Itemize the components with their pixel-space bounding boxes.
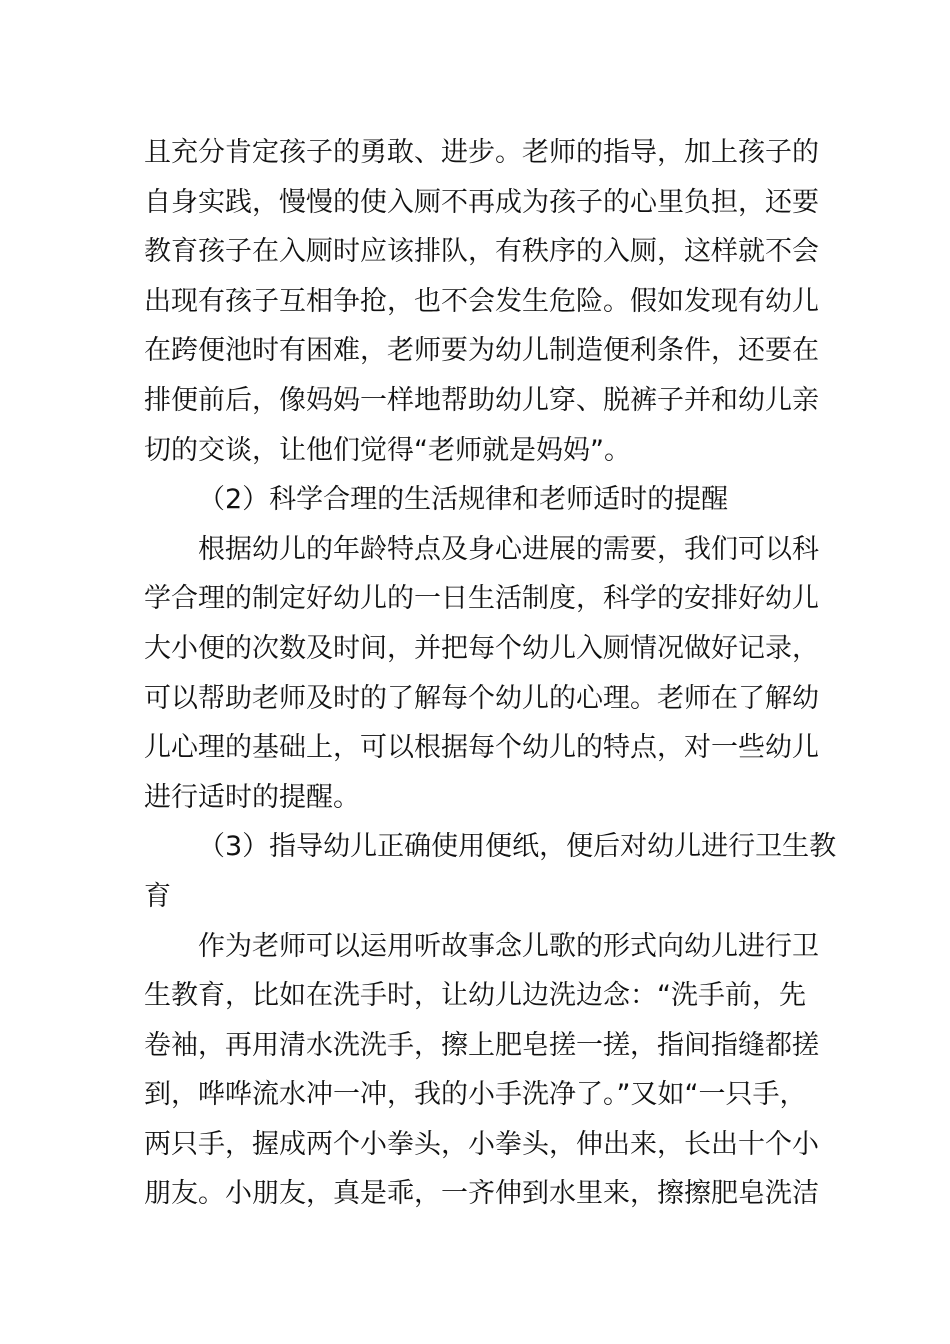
text-line: 切的交谈，让他们觉得“老师就是妈妈”。: [144, 434, 631, 466]
document-body: [144, 128, 837, 1219]
text-line: 学合理的制定好幼儿的一日生活制度，科学的安排好幼儿: [144, 583, 819, 615]
text-line: 且充分肯定孩子的勇敢、进步。老师的指导，加上孩子的: [144, 137, 819, 168]
text-line: 朋友。小朋友，真是乖，一齐伸到水里来，擦擦肥皂洗洁: [144, 1178, 819, 1210]
text-line: 生教育，比如在洗手时，让幼儿边洗边念：“洗手前，先: [144, 980, 806, 1012]
text-line: 教育孩子在入厕时应该排队，有秩序的入厕，这样就不会: [144, 236, 819, 268]
text-line: 排便前后，像妈妈一样地帮助幼儿穿、脱裤子并和幼儿亲: [144, 384, 819, 416]
text-line: 进行适时的提醒。: [144, 781, 360, 813]
text-line: 可以帮助老师及时的了解每个幼儿的心理。老师在了解幼: [144, 682, 819, 714]
text-line: 卷袖，再用清水洗洗手，擦上肥皂搓一搓，指间指缝都搓: [144, 1029, 819, 1061]
text-line: 作为老师可以运用听故事念儿歌的形式向幼儿进行卫: [198, 930, 819, 962]
section-heading-3-continued: 育: [144, 880, 171, 912]
text-line: 大小便的次数及时间，并把每个幼儿入厕情况做好记录，: [144, 632, 819, 664]
text-line: 自身实践，慢慢的使入厕不再成为孩子的心里负担，还要: [144, 186, 819, 218]
text-line: 到，哗哗流水冲一冲，我的小手洗净了。”又如“一只手，: [144, 1079, 807, 1111]
text-line: 根据幼儿的年龄特点及身心进展的需要，我们可以科: [198, 533, 819, 565]
section-heading-2: （2）科学合理的生活规律和老师适时的提醒: [198, 484, 729, 516]
section-heading-3: （3）指导幼儿正确使用便纸，便后对幼儿进行卫生教: [198, 831, 837, 863]
text-line: 在跨便池时有困难，老师要为幼儿制造便利条件，还要在: [144, 335, 819, 367]
text-line: 两只手，握成两个小拳头，小拳头，伸出来，长出十个小: [144, 1128, 819, 1160]
text-line: 出现有孩子互相争抢，也不会发生危险。假如发现有幼儿: [144, 285, 819, 317]
text-line: 儿心理的基础上，可以根据每个幼儿的特点，对一些幼儿: [144, 732, 819, 764]
